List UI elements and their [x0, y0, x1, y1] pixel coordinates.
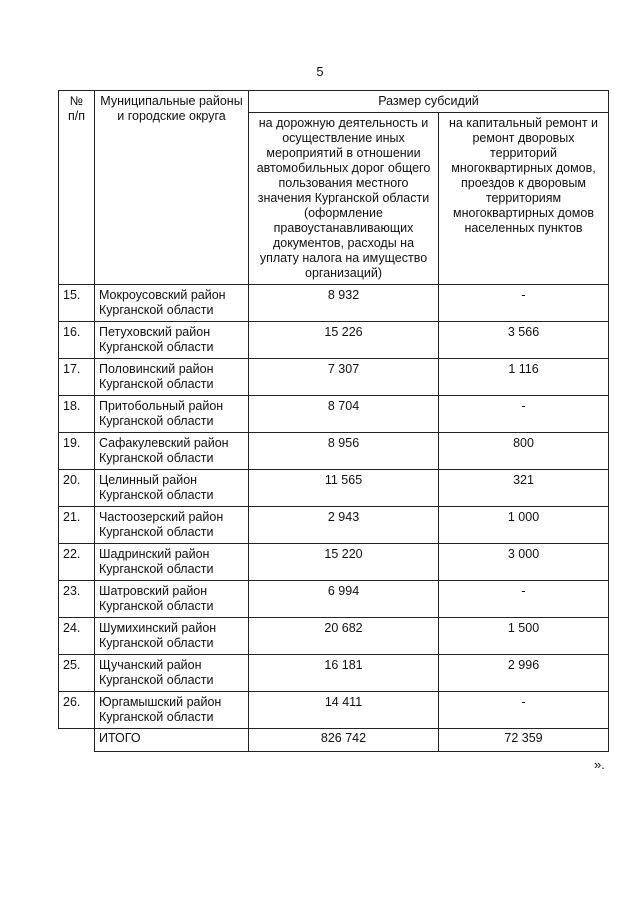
row-road-value: 2 943	[249, 507, 439, 544]
table-row	[59, 396, 609, 433]
row-municipality: Целинный район Курганской области	[95, 470, 249, 507]
table-row	[59, 433, 609, 470]
row-number: 19.	[59, 433, 95, 470]
header-road-activity: на дорожную деятельность и осуществление иных мероприятий в отношении автомобильных дорог общего пользования местного значения Курганской области (оформление правоустанавливающих документов, расходы на уплату налога на имущество организаций)	[249, 113, 439, 285]
row-road-value: 14 411	[249, 692, 439, 729]
row-road-value: 20 682	[249, 618, 439, 655]
row-number: 23.	[59, 581, 95, 618]
row-number: 18.	[59, 396, 95, 433]
table-row	[59, 544, 609, 581]
row-road-value: 16 181	[249, 655, 439, 692]
closing-quote: ».	[594, 757, 605, 772]
table-row	[59, 507, 609, 544]
row-municipality: Мокроусовский район Курганской области	[95, 285, 249, 322]
row-yard-value: -	[439, 581, 609, 618]
row-municipality: Шадринский район Курганской области	[95, 544, 249, 581]
row-number: 17.	[59, 359, 95, 396]
row-yard-value: 2 996	[439, 655, 609, 692]
total-label: ИТОГО	[95, 729, 249, 752]
row-road-value: 6 994	[249, 581, 439, 618]
row-road-value: 15 220	[249, 544, 439, 581]
row-number: 25.	[59, 655, 95, 692]
row-municipality: Шумихинский район Курганской области	[95, 618, 249, 655]
row-yard-value: 1 000	[439, 507, 609, 544]
row-yard-value: 3 000	[439, 544, 609, 581]
row-number: 22.	[59, 544, 95, 581]
row-number: 20.	[59, 470, 95, 507]
header-number: № п/п	[59, 91, 95, 285]
row-municipality: Сафакулевский район Курганской области	[95, 433, 249, 470]
table-row	[59, 322, 609, 359]
header-subsidy-size: Размер субсидий	[249, 91, 609, 113]
row-yard-value: 321	[439, 470, 609, 507]
row-road-value: 11 565	[249, 470, 439, 507]
row-number: 21.	[59, 507, 95, 544]
row-yard-value: 3 566	[439, 322, 609, 359]
subsidies-table	[58, 90, 609, 752]
page-number: 5	[316, 64, 324, 79]
row-number: 16.	[59, 322, 95, 359]
row-yard-value: -	[439, 285, 609, 322]
row-number: 26.	[59, 692, 95, 729]
row-municipality: Щучанский район Курганской области	[95, 655, 249, 692]
row-number: 15.	[59, 285, 95, 322]
row-road-value: 8 704	[249, 396, 439, 433]
row-yard-value: -	[439, 692, 609, 729]
row-number: 24.	[59, 618, 95, 655]
table-row	[59, 692, 609, 729]
row-road-value: 8 956	[249, 433, 439, 470]
row-municipality: Петуховский район Курганской области	[95, 322, 249, 359]
row-municipality: Шатровский район Курганской области	[95, 581, 249, 618]
table-row	[59, 581, 609, 618]
row-road-value: 15 226	[249, 322, 439, 359]
table-row	[59, 618, 609, 655]
row-road-value: 8 932	[249, 285, 439, 322]
row-municipality: Притобольный район Курганской области	[95, 396, 249, 433]
table-row	[59, 285, 609, 322]
table-row	[59, 470, 609, 507]
row-yard-value: 1 116	[439, 359, 609, 396]
table-row	[59, 359, 609, 396]
row-yard-value: 1 500	[439, 618, 609, 655]
row-municipality: Юргамышский район Курганской области	[95, 692, 249, 729]
row-road-value: 7 307	[249, 359, 439, 396]
row-municipality: Половинский район Курганской области	[95, 359, 249, 396]
table-row	[59, 655, 609, 692]
row-municipality: Частоозерский район Курганской области	[95, 507, 249, 544]
total-road-value: 826 742	[249, 729, 439, 752]
header-yard-repair: на капитальный ремонт и ремонт дворовых территорий многоквартирных домов, проездов к дворовым территориям многоквартирных домов населенных пунктов	[439, 113, 609, 285]
row-yard-value: 800	[439, 433, 609, 470]
row-yard-value: -	[439, 396, 609, 433]
total-row	[59, 729, 609, 752]
header-municipality: Муниципальные районы и городские округа	[95, 91, 249, 285]
total-number-cell	[59, 729, 95, 752]
total-yard-value: 72 359	[439, 729, 609, 752]
